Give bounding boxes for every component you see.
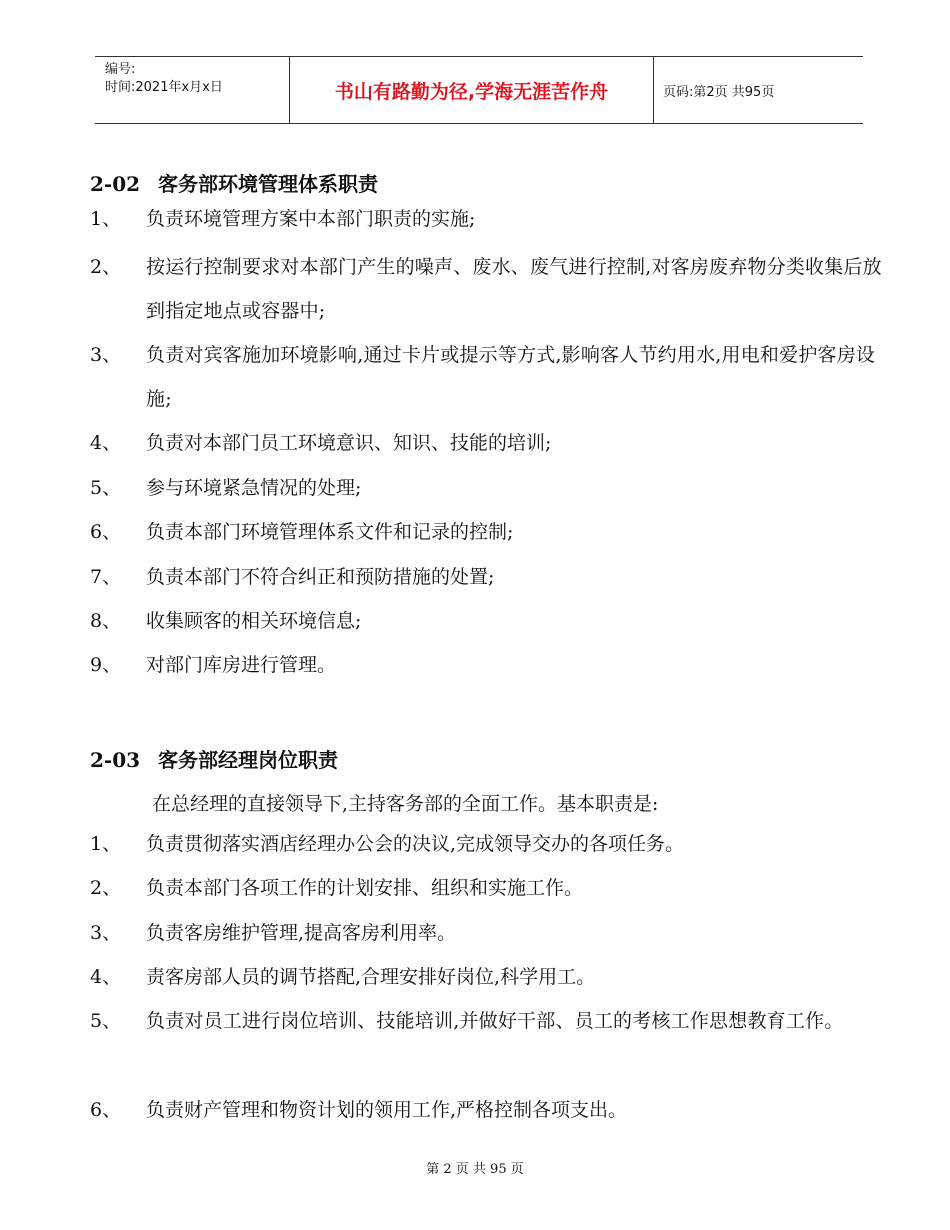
list-item-text: 对部门库房进行管理。: [146, 654, 337, 676]
list-item-text: 负责客房维护管理,提高客房利用率。: [146, 922, 457, 944]
list-item-index: 7、: [90, 566, 122, 588]
header-meta-cell: [95, 57, 290, 123]
document-header: [95, 56, 863, 124]
list-item-text: 收集顾客的相关环境信息;: [146, 610, 362, 632]
section-number: 2-03: [90, 748, 141, 772]
section-heading: [90, 744, 338, 773]
header-number-label: 编号:: [105, 62, 136, 77]
list-item-index: 3、: [90, 922, 122, 944]
section-number: 2-02: [90, 172, 141, 196]
list-item-text: 参与环境紧急情况的处理;: [146, 477, 362, 499]
list-item-index: 9、: [90, 654, 122, 676]
list-item-index: 6、: [90, 521, 122, 543]
list-item-index: 6、: [90, 1099, 122, 1121]
list-item-index: 2、: [90, 877, 122, 899]
header-time-label: 时间:2021年x月x日: [105, 80, 223, 95]
list-item-text: 负责本部门环境管理体系文件和记录的控制;: [146, 521, 514, 543]
section-heading: [90, 168, 378, 197]
list-item-text: 负责本部门各项工作的计划安排、组织和实施工作。: [146, 877, 584, 899]
list-item-text: 按运行控制要求对本部门产生的噪声、废水、废气进行控制,对客房废弃物分类收集后放到指定地点或容器中;: [146, 256, 882, 322]
list-item-text: 负责本部门不符合纠正和预防措施的处置;: [146, 566, 495, 588]
list-item-text: 责客房部人员的调节搭配,合理安排好岗位,科学用工。: [146, 966, 596, 988]
list-item-index: 1、: [90, 833, 122, 855]
section-title-text: 客务部环境管理体系职责: [158, 172, 378, 196]
list-item-index: 1、: [90, 208, 122, 230]
list-item-index: 4、: [90, 966, 122, 988]
list-item-index: 5、: [90, 477, 122, 499]
list-item-index: 2、: [90, 256, 122, 278]
list-item-text: 负责对宾客施加环境影响,通过卡片或提示等方式,影响客人节约用水,用电和爱护客房设施;: [146, 344, 876, 410]
section-title-text: 客务部经理岗位职责: [158, 748, 338, 772]
list-item-index: 4、: [90, 432, 122, 454]
intro-paragraph: 在总经理的直接领导下,主持客务部的全面工作。基本职责是:: [152, 793, 659, 815]
list-item-text: 负责对员工进行岗位培训、技能培训,并做好干部、员工的考核工作思想教育工作。: [146, 1010, 844, 1032]
header-motto: 书山有路勤为径,学海无涯苦作舟: [290, 57, 654, 123]
list-item-text: 负责贯彻落实酒店经理办公会的决议,完成领导交办的各项任务。: [146, 833, 685, 855]
list-item-index: 8、: [90, 610, 122, 632]
list-item-text: 负责对本部门员工环境意识、知识、技能的培训;: [146, 432, 552, 454]
list-item-index: 5、: [90, 1010, 122, 1032]
list-item-index: 3、: [90, 344, 122, 366]
page-footer: 第 2 页 共 95 页: [426, 1162, 524, 1177]
list-item-text: 负责环境管理方案中本部门职责的实施;: [146, 208, 476, 230]
list-item-text: 负责财产管理和物资计划的领用工作,严格控制各项支出。: [146, 1099, 628, 1121]
header-page-info: 页码:第2页 共95页: [663, 84, 775, 100]
